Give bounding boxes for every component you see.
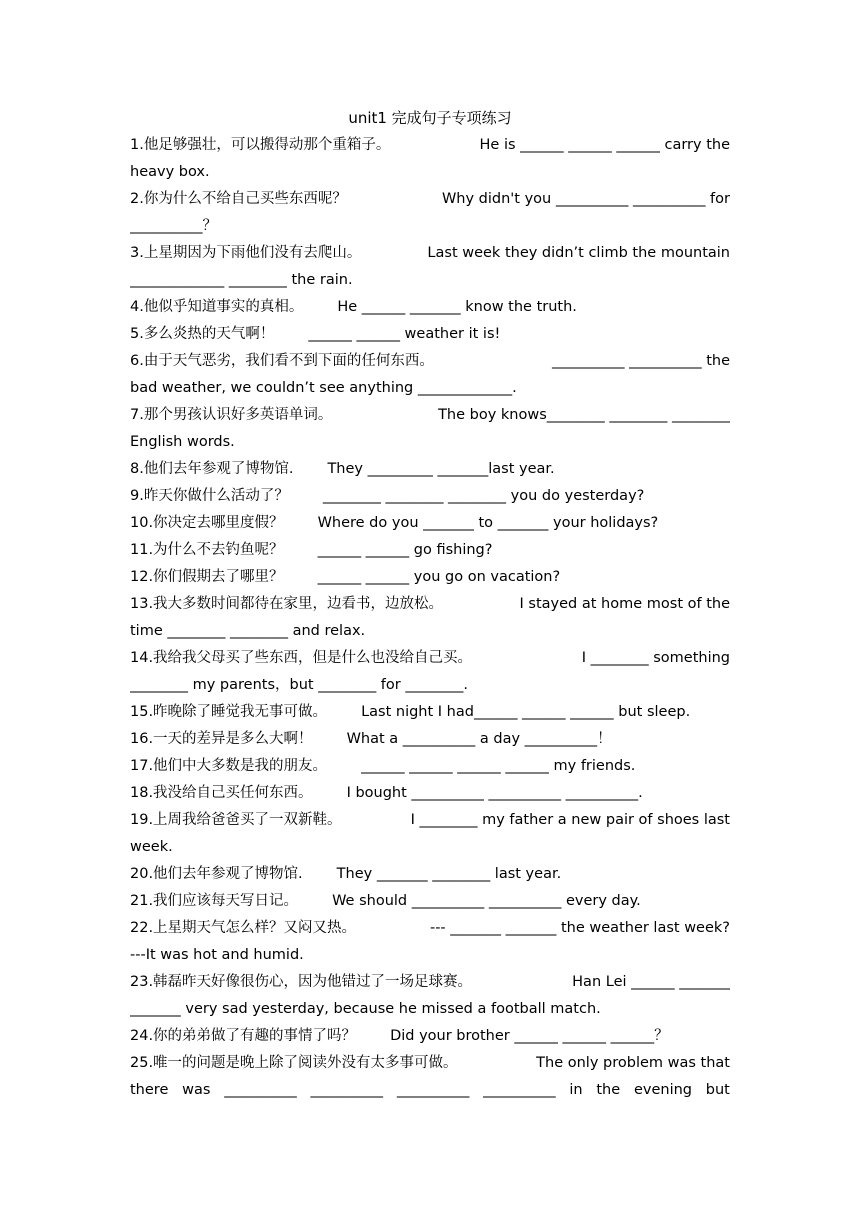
sentence-word: __________ <box>224 1082 297 1098</box>
english-sentence: --- _______ _______ the weather last week? <box>429 920 730 936</box>
exercise-line <box>130 996 730 1023</box>
exercise-item <box>130 240 730 294</box>
sentence-word: evening <box>633 1082 692 1098</box>
exercise-item <box>130 780 730 807</box>
exercise-item <box>130 915 730 969</box>
sentence-continuation: English words. <box>130 434 235 450</box>
english-sentence: ______ ______ you go on vacation? <box>317 569 561 585</box>
exercise-item <box>130 861 730 888</box>
chinese-prompt: 10.你决定去哪里度假？ <box>130 515 284 531</box>
sentence-continuation: _____________ ________ the rain. <box>130 272 353 288</box>
exercise-item <box>130 483 730 510</box>
sentence-word: __________ <box>396 1082 470 1098</box>
exercise-line <box>130 942 730 969</box>
chinese-prompt: 5.多么炎热的天气啊！ <box>130 326 275 342</box>
sentence-continuation: time ________ ________ and relax. <box>130 623 366 639</box>
chinese-prompt: 25.唯一的问题是晚上除了阅读外没有太多事可做。 <box>130 1055 458 1071</box>
exercise-line <box>130 402 730 429</box>
sentence-continuation: ________ my parents，but ________ for ________. <box>130 677 468 693</box>
exercise-item <box>130 591 730 645</box>
english-sentence: We should __________ __________ every day. <box>332 893 641 909</box>
exercise-line <box>130 240 730 267</box>
exercise-item <box>130 564 730 591</box>
chinese-prompt: 15.昨晚除了睡觉我无事可做。 <box>130 704 328 720</box>
chinese-prompt: 9.昨天你做什么活动了？ <box>130 488 289 504</box>
chinese-prompt: 2.你为什么不给自己买些东西呢？ <box>130 191 347 207</box>
exercise-line <box>130 861 730 888</box>
exercise-item <box>130 186 730 240</box>
exercise-line <box>130 132 730 159</box>
english-sentence: Last night I had______ ______ ______ but sleep. <box>361 704 691 720</box>
english-sentence: He is ______ ______ ______ carry the <box>479 137 730 153</box>
exercise-line <box>130 294 730 321</box>
english-sentence: I bought __________ __________ __________. <box>346 785 643 801</box>
exercise-item <box>130 456 730 483</box>
chinese-prompt: 20.他们去年参观了博物馆. <box>130 866 303 882</box>
exercise-line <box>130 780 730 807</box>
exercise-line <box>130 726 730 753</box>
chinese-prompt: 16.一天的差异是多么大啊！ <box>130 731 313 747</box>
english-sentence: Why didn't you __________ __________ for <box>441 191 730 207</box>
exercise-list <box>130 132 730 1104</box>
english-sentence: He ______ _______ know the truth. <box>337 299 577 315</box>
chinese-prompt: 3.上星期因为下雨他们没有去爬山。 <box>130 245 362 261</box>
exercise-line <box>130 186 730 213</box>
exercise-line <box>130 1023 730 1050</box>
exercise-line <box>130 267 730 294</box>
chinese-prompt: 4.他似乎知道事实的真相。 <box>130 299 304 315</box>
english-sentence: Did your brother ______ ______ ______？ <box>390 1028 669 1044</box>
exercise-item <box>130 645 730 699</box>
exercise-item <box>130 969 730 1023</box>
exercise-line <box>130 375 730 402</box>
sentence-word: __________ <box>483 1082 556 1098</box>
chinese-prompt: 13.我大多数时间都待在家里，边看书，边放松。 <box>130 596 444 612</box>
chinese-prompt: 19.上周我给爸爸买了一双新鞋。 <box>130 812 342 828</box>
exercise-item <box>130 537 730 564</box>
english-sentence: What a __________ a day __________！ <box>346 731 612 747</box>
chinese-prompt: 18.我没给自己买任何东西。 <box>130 785 313 801</box>
english-sentence: The only problem was that <box>536 1055 730 1071</box>
sentence-word: there <box>130 1082 169 1098</box>
chinese-prompt: 8.他们去年参观了博物馆. <box>130 461 294 477</box>
chinese-prompt: 17.他们中大多数是我的朋友。 <box>130 758 328 774</box>
exercise-item <box>130 807 730 861</box>
exercise-line <box>130 672 730 699</box>
english-sentence: __________ __________ the <box>551 353 730 369</box>
english-sentence: ______ ______ go fishing? <box>317 542 493 558</box>
sentence-word: the <box>596 1082 621 1098</box>
sentence-word: __________ <box>310 1082 384 1098</box>
sentence-word: was <box>182 1082 211 1098</box>
exercise-line <box>130 564 730 591</box>
chinese-prompt: 6.由于天气恶劣，我们看不到下面的任何东西。 <box>130 353 434 369</box>
exercise-line <box>130 537 730 564</box>
exercise-line <box>130 1050 730 1077</box>
exercise-line <box>130 834 730 861</box>
exercise-line <box>130 510 730 537</box>
sentence-continuation: bad weather, we couldn’t see anything _____________. <box>130 380 517 396</box>
english-sentence: Han Lei ______ _______ <box>572 974 730 990</box>
exercise-item <box>130 348 730 402</box>
english-sentence: Last week they didn’t climb the mountain <box>427 245 730 261</box>
exercise-item <box>130 1023 730 1050</box>
exercise-item <box>130 294 730 321</box>
exercise-line <box>130 483 730 510</box>
chinese-prompt: 1.他足够强壮，可以搬得动那个重箱子。 <box>130 137 391 153</box>
chinese-prompt: 14.我给我父母买了些东西，但是什么也没给自己买。 <box>130 650 473 666</box>
chinese-prompt: 7.那个男孩认识好多英语单词。 <box>130 407 333 423</box>
english-sentence: I ________ my father a new pair of shoes last <box>410 812 730 828</box>
english-sentence: ______ ______ weather it is! <box>308 326 501 342</box>
exercise-item <box>130 699 730 726</box>
chinese-prompt: 21.我们应该每天写日记。 <box>130 893 299 909</box>
exercise-item <box>130 753 730 780</box>
exercise-line <box>130 915 730 942</box>
exercise-line <box>130 456 730 483</box>
english-sentence: Where do you _______ to _______ your holidays? <box>317 515 659 531</box>
exercise-line <box>130 213 730 240</box>
exercise-line <box>130 159 730 186</box>
exercise-line <box>130 321 730 348</box>
sentence-word: but <box>705 1082 730 1098</box>
sentence-continuation: week. <box>130 839 173 855</box>
english-sentence: ________ ________ ________ you do yesterday? <box>322 488 645 504</box>
chinese-prompt: 22.上星期天气怎么样？又闷又热。 <box>130 920 357 936</box>
sentence-continuation: _______ very sad yesterday, because he missed a football match. <box>130 1001 601 1017</box>
exercise-item <box>130 510 730 537</box>
english-sentence: The boy knows________ ________ ________ <box>438 407 730 423</box>
sentence-continuation: ---It was hot and humid. <box>130 947 304 963</box>
exercise-line <box>130 969 730 996</box>
english-sentence: I stayed at home most of the <box>519 596 730 612</box>
exercise-line <box>130 1077 730 1104</box>
exercise-line <box>130 888 730 915</box>
exercise-item <box>130 726 730 753</box>
english-sentence: They _______ ________ last year. <box>336 866 562 882</box>
page-title: unit1 完成句子专项练习 <box>348 109 512 127</box>
chinese-prompt: 24.你的弟弟做了有趣的事情了吗？ <box>130 1028 357 1044</box>
chinese-prompt: 11.为什么不去钓鱼呢？ <box>130 542 284 558</box>
exercise-line <box>130 429 730 456</box>
sentence-word: in <box>569 1082 583 1098</box>
exercise-line <box>130 618 730 645</box>
sentence-continuation: heavy box. <box>130 164 210 180</box>
exercise-item <box>130 402 730 456</box>
exercise-line <box>130 591 730 618</box>
exercise-line <box>130 807 730 834</box>
exercise-line <box>130 348 730 375</box>
english-sentence: I ________ something <box>581 650 730 666</box>
exercise-item <box>130 1050 730 1104</box>
english-sentence: They _________ _______last year. <box>327 461 555 477</box>
exercise-item <box>130 321 730 348</box>
chinese-prompt: 23.韩磊昨天好像很伤心，因为他错过了一场足球赛。 <box>130 974 473 990</box>
sentence-continuation: __________？ <box>130 218 217 234</box>
exercise-line <box>130 645 730 672</box>
exercise-item <box>130 132 730 186</box>
english-sentence: ______ ______ ______ ______ my friends. <box>361 758 636 774</box>
exercise-line <box>130 753 730 780</box>
chinese-prompt: 12.你们假期去了哪里？ <box>130 569 284 585</box>
exercise-line <box>130 699 730 726</box>
exercise-item <box>130 888 730 915</box>
